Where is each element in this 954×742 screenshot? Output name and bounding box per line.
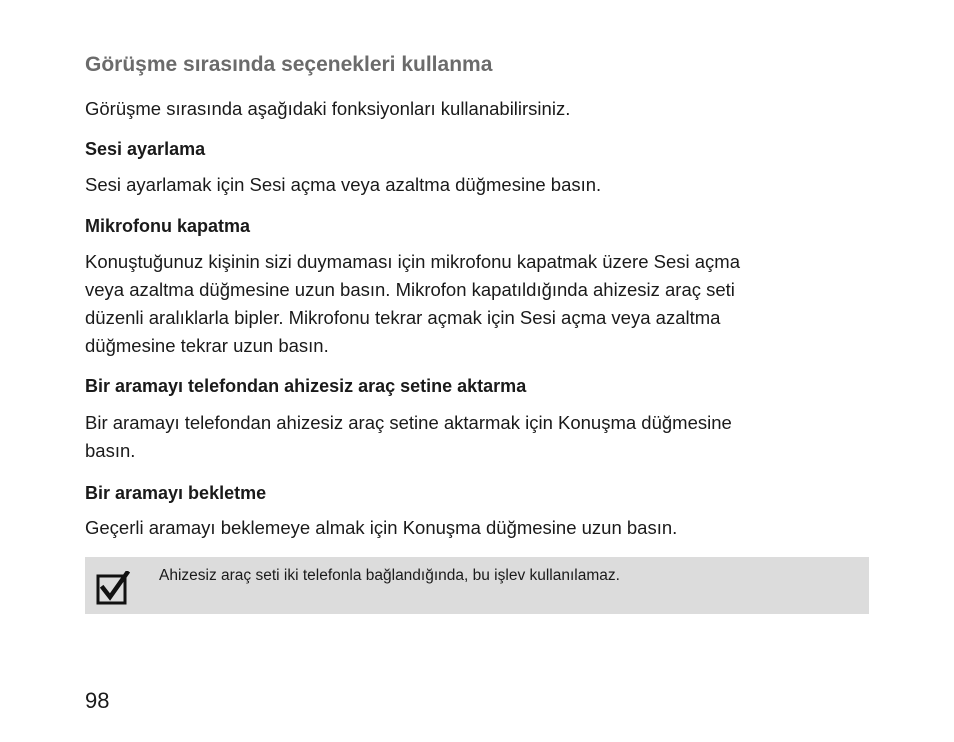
note-box xyxy=(85,557,869,614)
paragraph-line: Konuştuğunuz kişinin sizi duymaması için mikrofonu kapatmak üzere Sesi açma xyxy=(85,251,740,272)
checkbox-check-icon xyxy=(96,571,130,605)
subheading-mute: Mikrofonu kapatma xyxy=(85,216,251,236)
paragraph-hold xyxy=(85,514,855,542)
page-number: 98 xyxy=(85,688,110,713)
paragraph-line: düğmesine tekrar uzun basın. xyxy=(85,335,329,356)
page-title: Görüşme sırasında seçenekleri kullanma xyxy=(85,53,493,76)
paragraph-transfer xyxy=(85,409,855,465)
paragraph-line: Sesi ayarlamak için Sesi açma veya azaltma düğmesine basın. xyxy=(85,174,602,195)
paragraph-line: basın. xyxy=(85,440,136,461)
subheading-transfer: Bir aramayı telefondan ahizesiz araç setine aktarma xyxy=(85,376,527,396)
note-text: Ahizesiz araç seti iki telefonla bağlandığında, bu işlev kullanılamaz. xyxy=(159,567,620,584)
paragraph-line: Geçerli aramayı beklemeye almak için Konuşma düğmesine uzun basın. xyxy=(85,517,678,538)
paragraph-line: düzenli aralıklarla bipler. Mikrofonu tekrar açmak için Sesi açma veya azaltma xyxy=(85,307,721,328)
paragraph-line: Bir aramayı telefondan ahizesiz araç setine aktarmak için Konuşma düğmesine xyxy=(85,412,732,433)
paragraph-line: veya azaltma düğmesine uzun basın. Mikrofon kapatıldığında ahizesiz araç seti xyxy=(85,279,735,300)
paragraph-volume xyxy=(85,171,855,199)
subheading-volume: Sesi ayarlama xyxy=(85,139,206,159)
intro-text: Görüşme sırasında aşağıdaki fonksiyonları kullanabilirsiniz. xyxy=(85,98,571,119)
subheading-hold: Bir aramayı bekletme xyxy=(85,483,267,503)
paragraph-mute xyxy=(85,248,855,360)
